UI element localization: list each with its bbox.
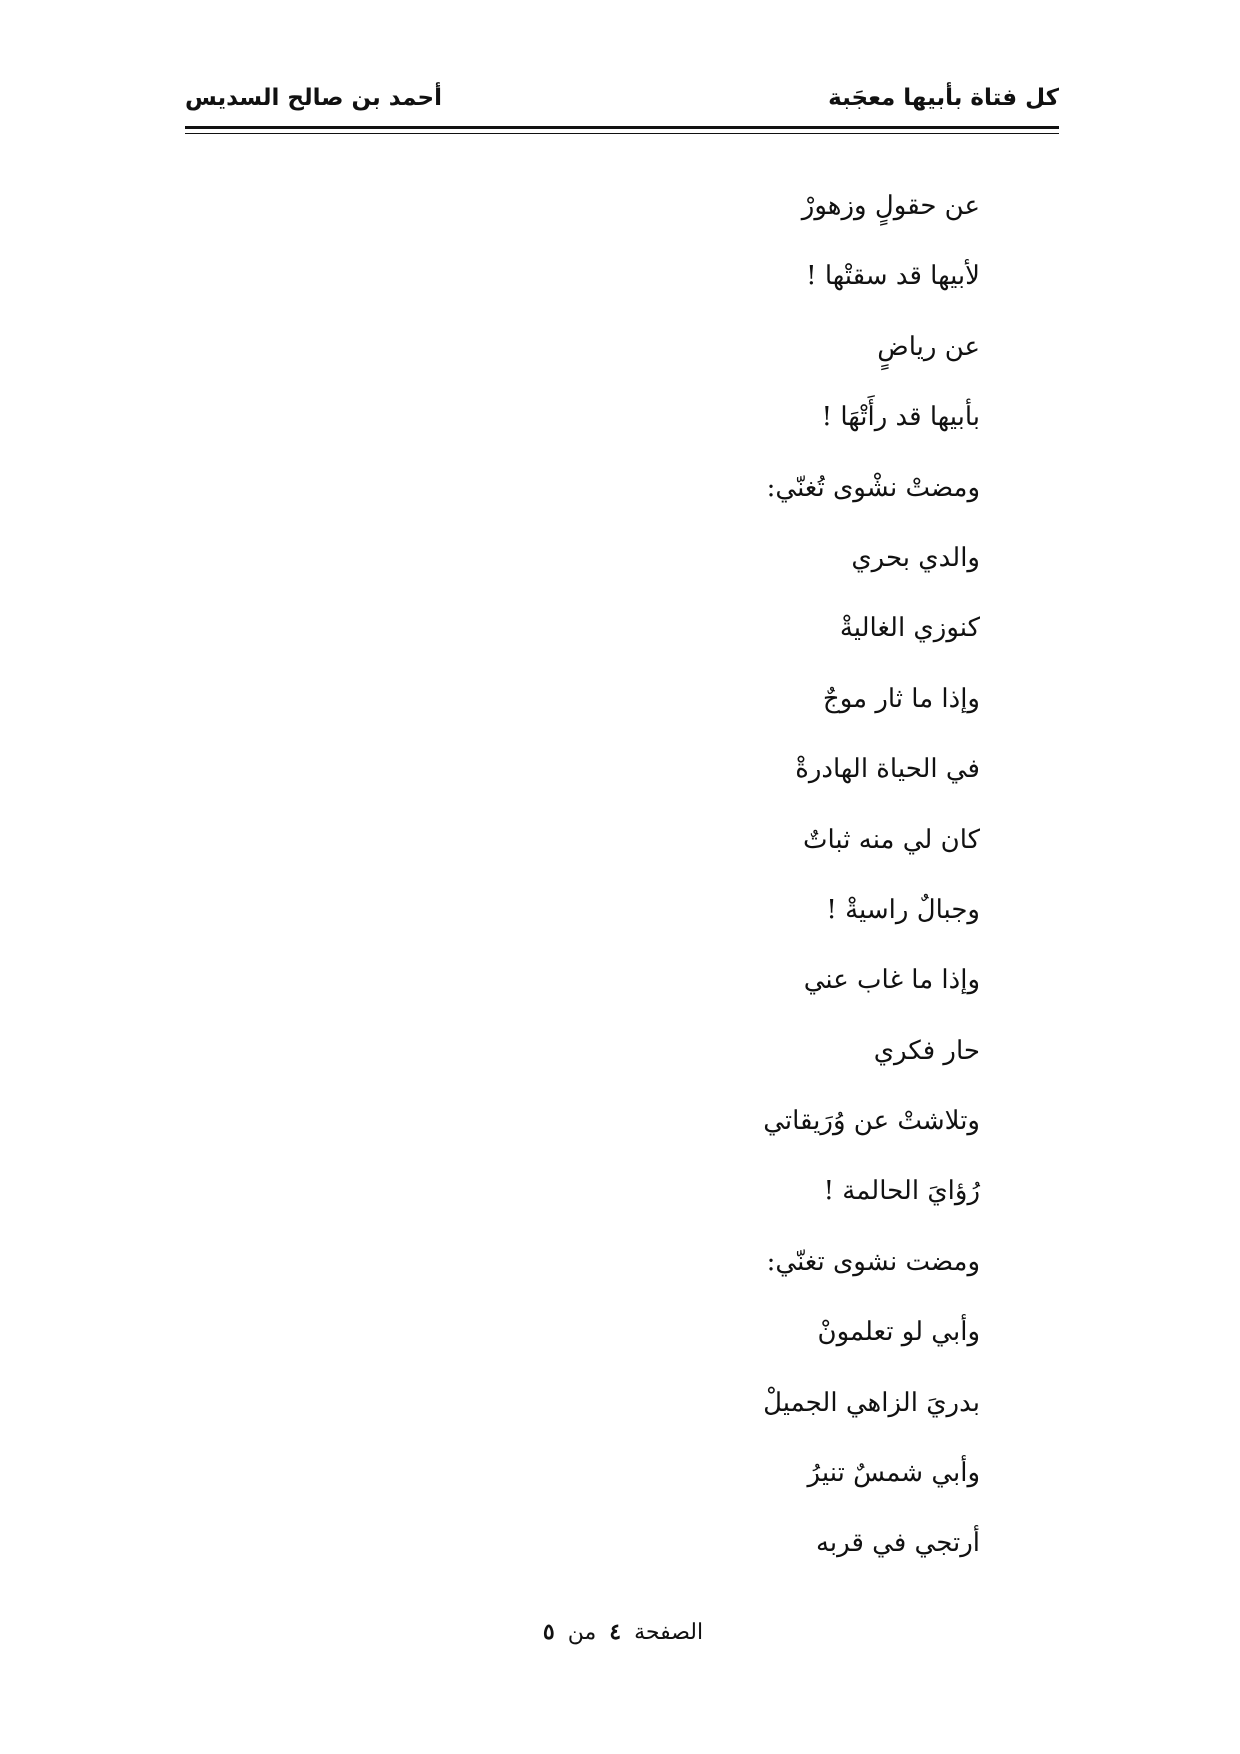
poem-line: عن حقولٍ وزهورْ xyxy=(801,191,980,221)
poem-line: عن رياضٍ xyxy=(877,331,980,362)
header-rule-thin xyxy=(185,133,1059,134)
of-label: من xyxy=(567,1620,597,1645)
poem-line: والدي بحري xyxy=(851,542,980,573)
document-title: كل فتاة بأبيها معجَبة xyxy=(828,85,1059,111)
poem-line: ومضتْ نشْوى تُغنّي: xyxy=(766,472,980,503)
poem-line: كان لي منه ثباتٌ xyxy=(803,824,980,855)
poem-line: حار فكري xyxy=(873,1035,980,1066)
poem-line: أرتجي في قربه xyxy=(815,1528,980,1559)
page-header xyxy=(185,78,1059,122)
poem-line: وتلاشتْ عن وُرَيقاتي xyxy=(763,1106,980,1137)
total-pages: ٥ xyxy=(542,1619,555,1645)
poem-line: رُؤايَ الحالمة ! xyxy=(823,1176,980,1207)
poem-line: وإذا ما غاب عني xyxy=(803,965,980,996)
poem-line: كنوزي الغاليةْ xyxy=(839,613,980,644)
page-footer xyxy=(0,1615,1240,1650)
poem-line: لأبيها قد سقتْها ! xyxy=(806,261,980,292)
poem-line: وجبالٌ راسيةْ ! xyxy=(826,894,980,925)
poem-line: وأبي شمسٌ تنيرُ xyxy=(807,1458,980,1489)
poem-line: وأبي لو تعلمونْ xyxy=(817,1317,980,1348)
poem-body xyxy=(280,186,980,1594)
page-label: الصفحة xyxy=(634,1620,704,1645)
poem-line: وإذا ما ثار موجٌ xyxy=(822,683,980,714)
poem-line: بدريَ الزاهي الجميلْ xyxy=(763,1387,980,1418)
author-name: أحمد بن صالح السديس xyxy=(185,85,442,111)
poem-line: ومضت نشوى تغنّي: xyxy=(766,1246,980,1277)
poem-line: في الحياة الهادرةْ xyxy=(795,754,980,785)
poem-line: بأبيها قد رأَتْهَا ! xyxy=(821,402,980,433)
header-rule-thick xyxy=(185,126,1059,129)
page-number: ٤ xyxy=(609,1619,622,1645)
